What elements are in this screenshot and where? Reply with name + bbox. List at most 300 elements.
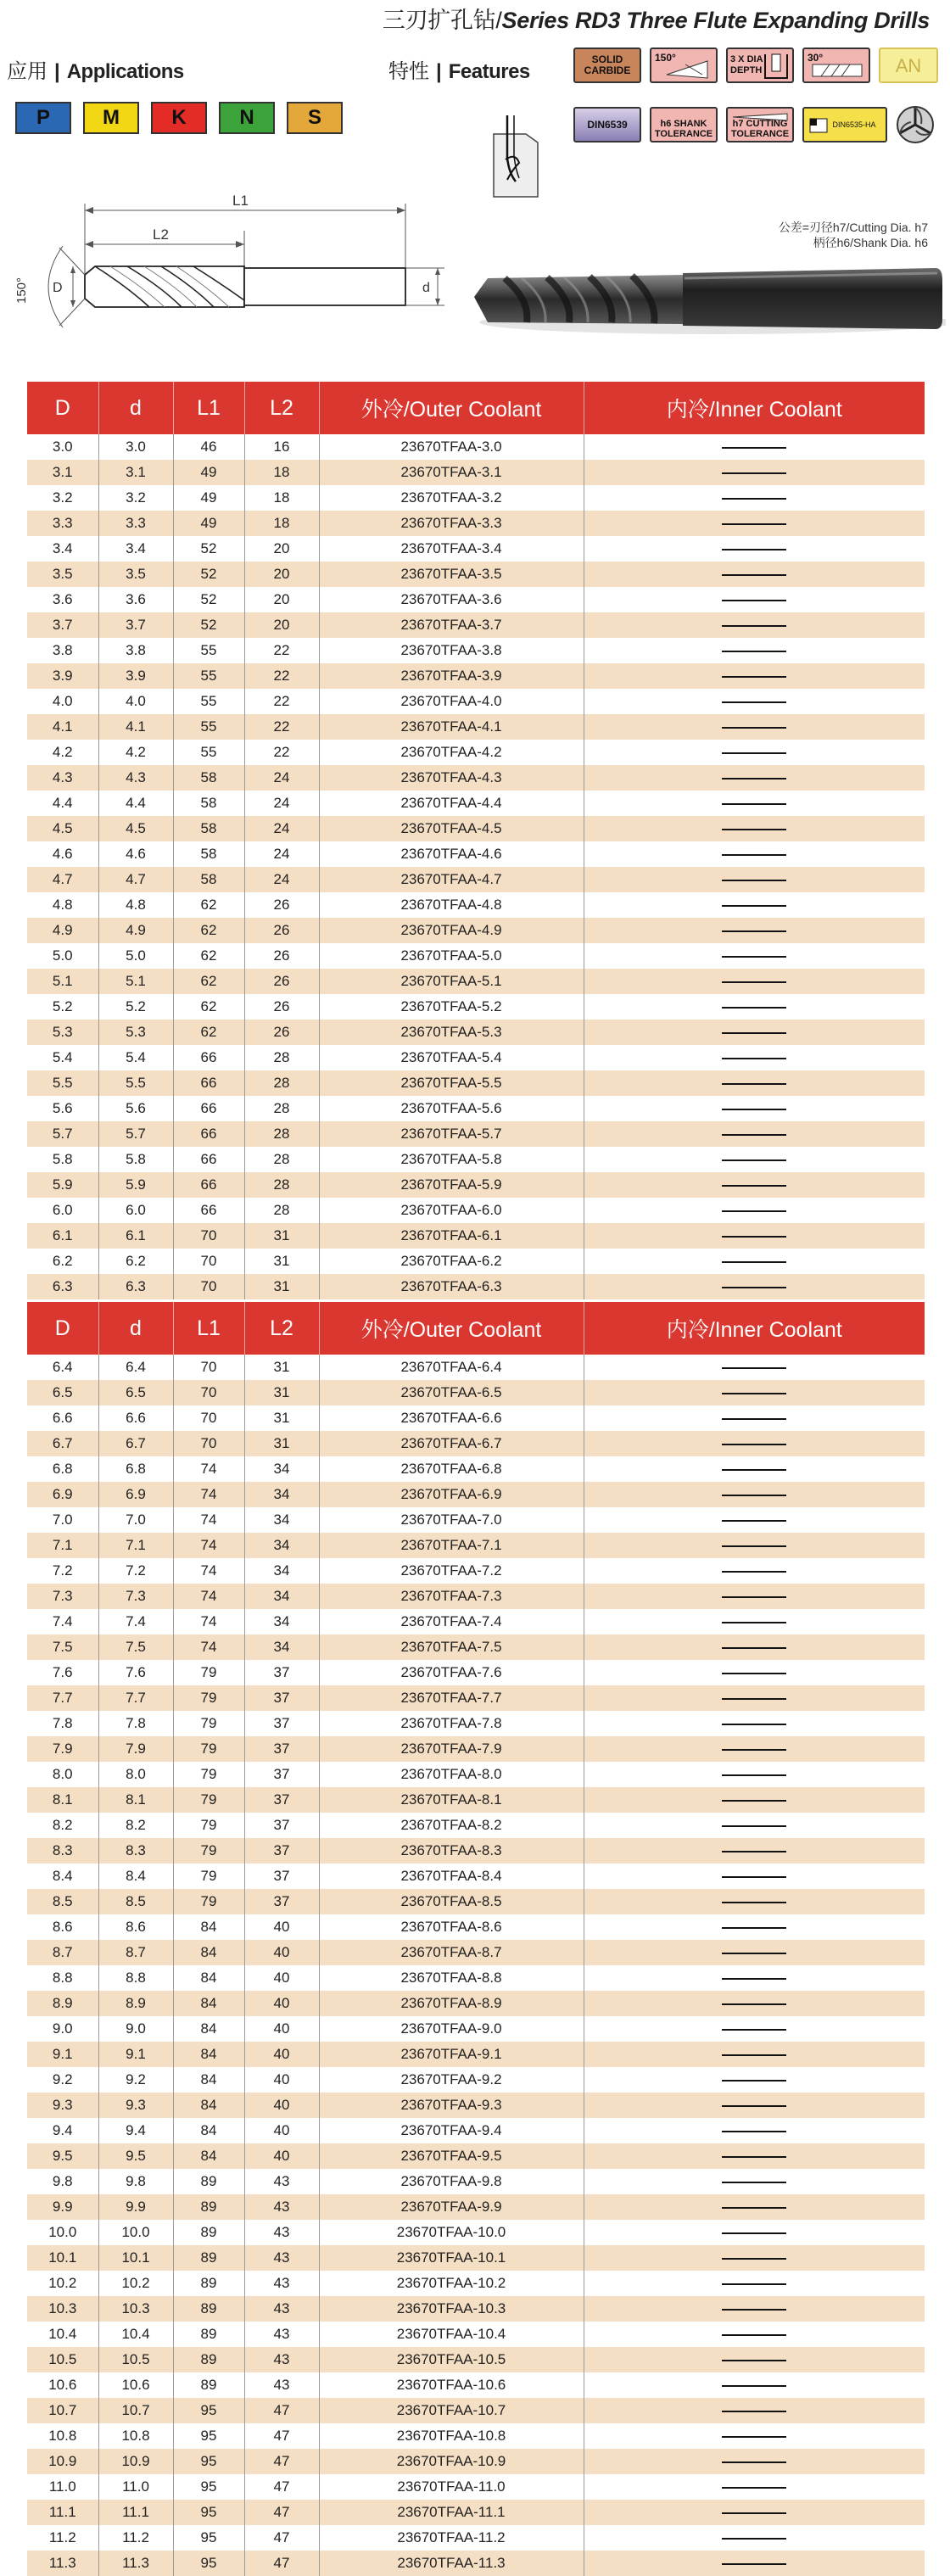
solid-carbide-text: SOLID CARBIDE: [584, 53, 631, 76]
cell-outer-coolant: 23670TFAA-8.5: [319, 1889, 584, 1914]
cell-outer-coolant: 23670TFAA-10.6: [319, 2372, 584, 2398]
cell-d-cutting: 10.6: [48, 2377, 77, 2393]
cell-l2: 16: [244, 434, 319, 460]
cell-d-shank: 7.1: [98, 1533, 173, 1558]
cell-l1: 62: [173, 1020, 244, 1045]
not-available-dash-icon: [722, 549, 786, 550]
cell-inner-coolant: [584, 1965, 925, 1991]
table-row: [27, 511, 925, 536]
table-row: [27, 1660, 925, 1685]
cell-d-cutting: 6.9: [27, 1482, 98, 1507]
cell-d-cutting: 7.2: [52, 1562, 73, 1579]
cell-d-cutting: 8.9: [27, 1991, 98, 2016]
cell-d-cutting: 7.1: [27, 1533, 98, 1558]
table-row: [27, 1355, 925, 1380]
table-row: [27, 1889, 925, 1914]
cell-l2: 26: [244, 969, 319, 994]
cell-outer-coolant: 23670TFAA-5.8: [319, 1147, 584, 1172]
cell-l1: 66: [173, 1096, 244, 1121]
cell-l1: 74: [173, 1507, 244, 1533]
cell-l2: 37: [244, 1660, 319, 1685]
cell-d-shank: 3.6: [98, 587, 173, 612]
cell-d-shank: 7.6: [98, 1660, 173, 1685]
drill-dimension-drawing: [0, 187, 458, 365]
cell-d-cutting: 3.0: [52, 439, 73, 455]
cell-l1: 74: [173, 1482, 244, 1507]
cell-l1: 58: [173, 765, 244, 791]
cell-inner-coolant: [584, 1762, 925, 1787]
cell-l1: 89: [173, 2194, 244, 2220]
cell-l2: 20: [244, 587, 319, 612]
cell-d-shank: 8.2: [98, 1813, 173, 1838]
cell-d-cutting: 3.3: [27, 511, 98, 536]
cell-outer-coolant: 23670TFAA-7.8: [319, 1711, 584, 1736]
cell-l2: 26: [244, 943, 319, 969]
cell-l2: 37: [244, 1711, 319, 1736]
cell-l1: 62: [173, 943, 244, 969]
cell-d-shank: 4.7: [98, 867, 173, 892]
table-row: [27, 2042, 925, 2067]
cell-d-shank: 5.5: [98, 1070, 173, 1096]
not-available-dash-icon: [722, 2105, 786, 2107]
cell-outer-coolant: 23670TFAA-3.0: [319, 434, 584, 460]
features-label: [388, 54, 530, 84]
cell-outer-coolant: 23670TFAA-5.9: [319, 1172, 584, 1198]
cell-d-cutting: 9.4: [52, 2122, 73, 2138]
cell-d-cutting: 7.5: [27, 1634, 98, 1660]
cell-l1: 62: [173, 918, 244, 943]
drill-tip-icon: [728, 110, 792, 124]
cell-l1: 66: [173, 1147, 244, 1172]
material-badge-m: M: [83, 102, 139, 134]
cell-outer-coolant: 23670TFAA-9.4: [319, 2118, 584, 2143]
cell-d-cutting: 9.5: [27, 2143, 98, 2169]
cell-inner-coolant: [584, 2220, 925, 2245]
table-row: [27, 1147, 925, 1172]
cell-l2: 31: [244, 1249, 319, 1274]
table-row: [27, 2016, 925, 2042]
cell-inner-coolant: [584, 1198, 925, 1223]
table-header-row: [27, 382, 925, 434]
not-available-dash-icon: [722, 2003, 786, 2005]
three-flute-icon: [896, 105, 935, 144]
cell-d-cutting: 7.0: [52, 1512, 73, 1528]
cell-d-cutting: 5.1: [27, 969, 98, 994]
cell-d-shank: 8.6: [98, 1914, 173, 1940]
cell-outer-coolant: 23670TFAA-6.4: [319, 1355, 584, 1380]
cell-outer-coolant: 23670TFAA-4.3: [319, 765, 584, 791]
cell-inner-coolant: [584, 2067, 925, 2093]
cell-l2: 24: [244, 765, 319, 791]
cell-d-cutting: 10.2: [48, 2275, 77, 2291]
cell-inner-coolant: [584, 536, 925, 562]
cell-l1: 46: [173, 434, 244, 460]
cell-d-cutting: 5.8: [52, 1151, 73, 1167]
cell-d-cutting: 6.7: [27, 1431, 98, 1456]
not-available-dash-icon: [722, 600, 786, 601]
dim-d-cutting: D: [53, 281, 63, 295]
cell-d-cutting: 3.2: [52, 489, 73, 506]
title-en: Series RD3 Three Flute Expanding Drills: [501, 8, 930, 33]
cell-d-cutting: 5.9: [27, 1172, 98, 1198]
cell-l1: 84: [173, 2016, 244, 2042]
cell-l2: 43: [244, 2220, 319, 2245]
cell-d-shank: 4.1: [98, 714, 173, 740]
not-available-dash-icon: [722, 1927, 786, 1929]
cell-inner-coolant: [584, 2322, 925, 2347]
cell-inner-coolant: [584, 1355, 925, 1380]
not-available-dash-icon: [722, 2054, 786, 2056]
cell-d-cutting: 4.5: [27, 816, 98, 841]
cell-l1: 74: [173, 1533, 244, 1558]
cell-l2: 18: [244, 460, 319, 485]
cell-l2: 43: [244, 2271, 319, 2296]
cell-l2: 24: [244, 816, 319, 841]
table-row: [27, 1762, 925, 1787]
cell-outer-coolant: 23670TFAA-10.4: [319, 2322, 584, 2347]
cell-l2: 37: [244, 1736, 319, 1762]
spec-table-1: [27, 382, 925, 1299]
cell-d-cutting: 7.4: [52, 1613, 73, 1629]
cell-d-shank: 10.9: [98, 2449, 173, 2474]
cell-inner-coolant: [584, 1685, 925, 1711]
cell-d-shank: 6.3: [98, 1274, 173, 1299]
not-available-dash-icon: [722, 803, 786, 805]
table-row: [27, 2500, 925, 2525]
cell-outer-coolant: 23670TFAA-6.0: [319, 1198, 584, 1223]
cell-outer-coolant: 23670TFAA-10.9: [319, 2449, 584, 2474]
table-row: [27, 2194, 925, 2220]
table-row: [27, 1965, 925, 1991]
table-row: [27, 1482, 925, 1507]
cell-d-shank: 4.3: [98, 765, 173, 791]
not-available-dash-icon: [722, 2436, 786, 2438]
cell-d-cutting: 3.5: [27, 562, 98, 587]
cell-d-shank: 8.9: [98, 1991, 173, 2016]
cell-outer-coolant: 23670TFAA-8.0: [319, 1762, 584, 1787]
cutting-tolerance-badge: [726, 107, 794, 142]
cell-l2: 24: [244, 867, 319, 892]
cell-d-shank: 6.1: [98, 1223, 173, 1249]
cell-l1: 74: [173, 1609, 244, 1634]
not-available-dash-icon: [722, 498, 786, 500]
cell-d-shank: 7.5: [98, 1634, 173, 1660]
cell-inner-coolant: [584, 1914, 925, 1940]
cell-outer-coolant: 23670TFAA-10.8: [319, 2423, 584, 2449]
not-available-dash-icon: [722, 2512, 786, 2514]
cell-inner-coolant: [584, 2525, 925, 2551]
cell-outer-coolant: 23670TFAA-6.2: [319, 1249, 584, 1274]
cell-l1: 55: [173, 663, 244, 689]
not-available-dash-icon: [722, 523, 786, 525]
cell-d-cutting: 5.3: [27, 1020, 98, 1045]
cell-inner-coolant: [584, 485, 925, 511]
cell-d-cutting: 8.1: [27, 1787, 98, 1813]
cell-inner-coolant: [584, 689, 925, 714]
cell-outer-coolant: 23670TFAA-11.3: [319, 2551, 584, 2576]
cell-l1: 95: [173, 2551, 244, 2576]
cell-l1: 95: [173, 2423, 244, 2449]
cell-outer-coolant: 23670TFAA-4.9: [319, 918, 584, 943]
cell-l1: 79: [173, 1736, 244, 1762]
table-row: [27, 2474, 925, 2500]
cell-d-shank: 7.9: [98, 1736, 173, 1762]
cell-inner-coolant: [584, 511, 925, 536]
shank-tolerance-text: h6 SHANK TOLERANCE: [654, 119, 713, 139]
cell-d-shank: 8.4: [98, 1864, 173, 1889]
table-row: [27, 1507, 925, 1533]
cell-outer-coolant: 23670TFAA-4.7: [319, 867, 584, 892]
cell-d-cutting: 11.1: [27, 2500, 98, 2525]
table-row: [27, 2220, 925, 2245]
not-available-dash-icon: [722, 1520, 786, 1522]
table-row: [27, 1198, 925, 1223]
cell-l1: 74: [173, 1584, 244, 1609]
cell-d-shank: 6.0: [98, 1198, 173, 1223]
cell-l1: 70: [173, 1405, 244, 1431]
cell-inner-coolant: [584, 2347, 925, 2372]
cell-l1: 74: [173, 1456, 244, 1482]
cell-l2: 22: [244, 740, 319, 765]
cell-l2: 34: [244, 1456, 319, 1482]
cell-inner-coolant: [584, 2194, 925, 2220]
cell-l1: 74: [173, 1558, 244, 1584]
cell-d-shank: 3.1: [98, 460, 173, 485]
cell-inner-coolant: [584, 1838, 925, 1864]
cell-l1: 62: [173, 994, 244, 1020]
cell-l1: 49: [173, 460, 244, 485]
cell-inner-coolant: [584, 2449, 925, 2474]
depth-text: 3 X DIA DEPTH: [730, 54, 763, 75]
cell-outer-coolant: 23670TFAA-3.4: [319, 536, 584, 562]
applications-en: Applications: [66, 60, 184, 83]
cell-d-shank: 10.6: [98, 2372, 173, 2398]
not-available-dash-icon: [722, 2258, 786, 2260]
cell-inner-coolant: [584, 1889, 925, 1914]
cell-d-cutting: 3.6: [52, 591, 73, 607]
cell-outer-coolant: 23670TFAA-8.9: [319, 1991, 584, 2016]
shank-din-text: DIN6535-HA: [832, 120, 876, 129]
cell-d-cutting: 11.3: [27, 2551, 98, 2576]
not-available-dash-icon: [722, 1134, 786, 1136]
not-available-dash-icon: [722, 1825, 786, 1827]
cell-l2: 34: [244, 1558, 319, 1584]
table-row: [27, 562, 925, 587]
cell-l2: 47: [244, 2500, 319, 2525]
cell-d-shank: 9.3: [98, 2093, 173, 2118]
column-header-outer-coolant: 外冷/Outer Coolant: [319, 382, 584, 434]
cell-inner-coolant: [584, 1431, 925, 1456]
not-available-dash-icon: [722, 1851, 786, 1852]
cell-outer-coolant: 23670TFAA-10.2: [319, 2271, 584, 2296]
cell-l2: 22: [244, 663, 319, 689]
table-row: [27, 485, 925, 511]
cell-d-cutting: 6.3: [27, 1274, 98, 1299]
cell-inner-coolant: [584, 791, 925, 816]
table-row: [27, 2347, 925, 2372]
cell-inner-coolant: [584, 1584, 925, 1609]
cell-d-shank: 10.1: [98, 2245, 173, 2271]
cell-l2: 40: [244, 1914, 319, 1940]
helix-badge: [802, 47, 870, 83]
cell-l2: 40: [244, 2067, 319, 2093]
cell-d-shank: 8.7: [98, 1940, 173, 1965]
table-row: [27, 1431, 925, 1456]
cell-l2: 31: [244, 1380, 319, 1405]
table-row: [27, 1736, 925, 1762]
cell-d-cutting: 10.4: [48, 2326, 77, 2342]
cell-l1: 79: [173, 1864, 244, 1889]
separator: |: [436, 60, 442, 83]
cell-d-cutting: 6.5: [27, 1380, 98, 1405]
table-row: [27, 1045, 925, 1070]
cell-outer-coolant: 23670TFAA-5.7: [319, 1121, 584, 1147]
cell-inner-coolant: [584, 434, 925, 460]
table-row: [27, 969, 925, 994]
cell-l2: 40: [244, 1991, 319, 2016]
table-row: [27, 2525, 925, 2551]
not-available-dash-icon: [722, 2309, 786, 2311]
cell-d-shank: 7.2: [98, 1558, 173, 1584]
cell-l2: 40: [244, 2042, 319, 2067]
dim-l2: L2: [153, 226, 169, 243]
cell-l2: 47: [244, 2449, 319, 2474]
cell-l2: 37: [244, 1762, 319, 1787]
not-available-dash-icon: [722, 752, 786, 754]
cell-l1: 79: [173, 1889, 244, 1914]
cell-inner-coolant: [584, 1660, 925, 1685]
cell-l1: 49: [173, 485, 244, 511]
cell-l2: 24: [244, 841, 319, 867]
not-available-dash-icon: [722, 1698, 786, 1700]
material-badge-k: K: [151, 102, 207, 134]
cell-outer-coolant: 23670TFAA-7.2: [319, 1558, 584, 1584]
cell-d-shank: 5.9: [98, 1172, 173, 1198]
cell-d-shank: 4.9: [98, 918, 173, 943]
not-available-dash-icon: [722, 880, 786, 881]
cell-inner-coolant: [584, 2551, 925, 2576]
cell-inner-coolant: [584, 714, 925, 740]
not-available-dash-icon: [722, 1749, 786, 1751]
coating-badge: AN: [879, 47, 938, 83]
cell-d-shank: 7.8: [98, 1711, 173, 1736]
cell-inner-coolant: [584, 1172, 925, 1198]
cell-d-cutting: 6.0: [52, 1202, 73, 1218]
cell-d-cutting: 7.7: [27, 1685, 98, 1711]
cell-l2: 43: [244, 2194, 319, 2220]
cell-d-shank: 10.4: [98, 2322, 173, 2347]
table-row: [27, 1070, 925, 1096]
table-row: [27, 918, 925, 943]
not-available-dash-icon: [722, 1800, 786, 1802]
cell-l1: 89: [173, 2220, 244, 2245]
cell-l2: 47: [244, 2525, 319, 2551]
table-row: [27, 689, 925, 714]
cell-d-cutting: 6.6: [52, 1410, 73, 1426]
table-row: [27, 1274, 925, 1299]
cell-l2: 37: [244, 1685, 319, 1711]
cell-outer-coolant: 23670TFAA-8.3: [319, 1838, 584, 1864]
cell-d-shank: 8.5: [98, 1889, 173, 1914]
cell-d-shank: 11.1: [98, 2500, 173, 2525]
table-row: [27, 714, 925, 740]
table-row: [27, 2067, 925, 2093]
table-row: [27, 2143, 925, 2169]
cell-inner-coolant: [584, 816, 925, 841]
cell-d-shank: 3.8: [98, 638, 173, 663]
not-available-dash-icon: [722, 1495, 786, 1496]
cell-d-cutting: 7.8: [52, 1715, 73, 1731]
cell-l2: 20: [244, 536, 319, 562]
cell-l1: 79: [173, 1838, 244, 1864]
cell-l2: 34: [244, 1533, 319, 1558]
cell-inner-coolant: [584, 587, 925, 612]
cell-d-shank: 4.6: [98, 841, 173, 867]
cell-inner-coolant: [584, 460, 925, 485]
not-available-dash-icon: [722, 1287, 786, 1288]
not-available-dash-icon: [722, 905, 786, 907]
table-row: [27, 816, 925, 841]
not-available-dash-icon: [722, 1236, 786, 1238]
not-available-dash-icon: [722, 1571, 786, 1573]
table-row: [27, 434, 925, 460]
cell-l1: 70: [173, 1431, 244, 1456]
drill-holder-icon: [482, 109, 546, 202]
cell-inner-coolant: [584, 994, 925, 1020]
cell-inner-coolant: [584, 1991, 925, 2016]
cell-outer-coolant: 23670TFAA-5.2: [319, 994, 584, 1020]
cell-d-cutting: 9.3: [27, 2093, 98, 2118]
cell-inner-coolant: [584, 1507, 925, 1533]
cell-d-shank: 7.4: [98, 1609, 173, 1634]
cell-l2: 20: [244, 612, 319, 638]
table-row: [27, 791, 925, 816]
column-header-d-cutting: D: [27, 1302, 98, 1355]
cell-outer-coolant: 23670TFAA-9.9: [319, 2194, 584, 2220]
cell-outer-coolant: 23670TFAA-5.3: [319, 1020, 584, 1045]
cell-outer-coolant: 23670TFAA-5.1: [319, 969, 584, 994]
cell-outer-coolant: 23670TFAA-4.2: [319, 740, 584, 765]
cell-l1: 89: [173, 2271, 244, 2296]
cell-d-cutting: 10.1: [27, 2245, 98, 2271]
cell-d-cutting: 3.4: [52, 540, 73, 556]
cell-outer-coolant: 23670TFAA-3.1: [319, 460, 584, 485]
cell-outer-coolant: 23670TFAA-10.1: [319, 2245, 584, 2271]
cell-inner-coolant: [584, 638, 925, 663]
cell-inner-coolant: [584, 1121, 925, 1147]
cell-d-cutting: 7.3: [27, 1584, 98, 1609]
not-available-dash-icon: [722, 1159, 786, 1161]
not-available-dash-icon: [722, 2538, 786, 2540]
cell-d-cutting: 8.8: [52, 1970, 73, 1986]
separator: |: [54, 60, 60, 83]
cell-d-shank: 5.3: [98, 1020, 173, 1045]
cell-d-shank: 6.9: [98, 1482, 173, 1507]
table-row: [27, 612, 925, 638]
cell-outer-coolant: 23670TFAA-8.7: [319, 1940, 584, 1965]
cell-l1: 89: [173, 2296, 244, 2322]
column-header-l1: L1: [173, 382, 244, 434]
cell-outer-coolant: 23670TFAA-7.1: [319, 1533, 584, 1558]
cell-l1: 89: [173, 2372, 244, 2398]
cell-d-cutting: 10.3: [27, 2296, 98, 2322]
cell-inner-coolant: [584, 2042, 925, 2067]
cell-outer-coolant: 23670TFAA-10.3: [319, 2296, 584, 2322]
cell-inner-coolant: [584, 2296, 925, 2322]
table-row: [27, 1249, 925, 1274]
cell-l2: 28: [244, 1070, 319, 1096]
cell-l2: 28: [244, 1147, 319, 1172]
